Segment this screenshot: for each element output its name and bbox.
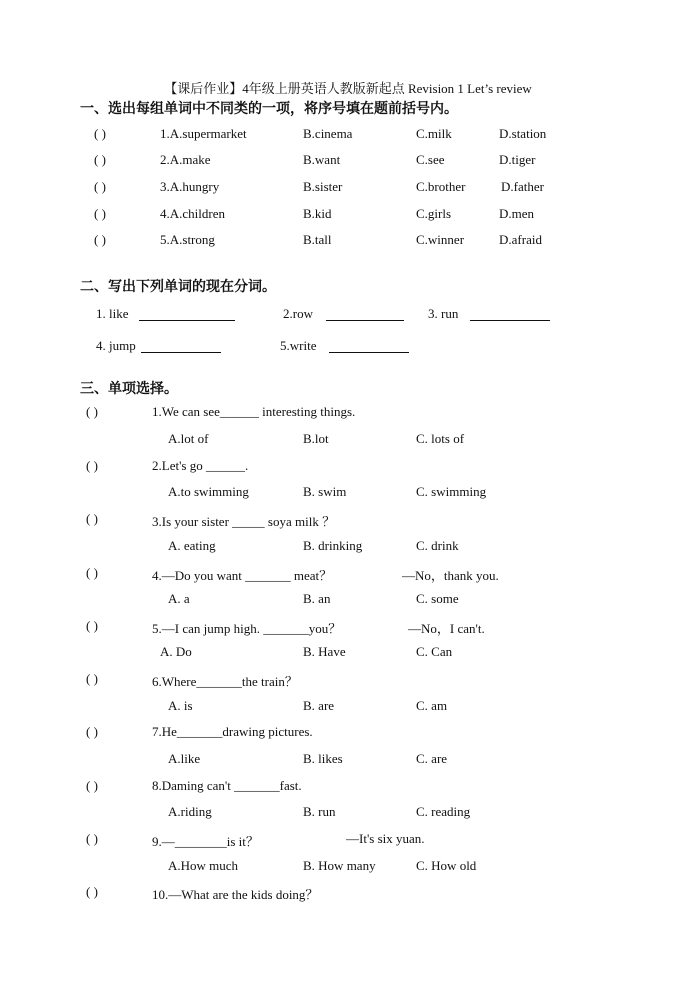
answer-paren[interactable]: ( ) xyxy=(86,831,98,846)
option-b: B. run xyxy=(303,804,336,819)
option-c: C.milk xyxy=(416,126,452,141)
sec3-options-6 xyxy=(0,698,696,718)
option-b: B. an xyxy=(303,591,331,606)
option-c: C.winner xyxy=(416,232,465,247)
sec3-question-5 xyxy=(0,618,696,638)
sec1-question-3 xyxy=(0,179,696,199)
word-row: 2.row xyxy=(283,306,313,321)
option-d: D.station xyxy=(499,126,547,141)
question-text: 4.A.children xyxy=(160,206,225,221)
answer-paren[interactable]: ( ) xyxy=(94,179,106,194)
option-a: A.lot of xyxy=(168,431,209,446)
answer-blank-2[interactable] xyxy=(326,308,404,321)
answer-paren[interactable]: ( ) xyxy=(86,404,98,419)
option-d: D.father xyxy=(501,179,544,194)
section1-heading: 一、选出每组单词中不同类的一项，将序号填在题前括号内。 xyxy=(80,101,458,117)
word-write: 5.write xyxy=(280,338,317,353)
option-a: A.to swimming xyxy=(168,484,249,499)
answer-blank-5[interactable] xyxy=(329,340,409,353)
question-text: 5.—I can jump high. _______you？ xyxy=(152,621,342,636)
question-text: 3.A.hungry xyxy=(160,179,220,194)
sec3-question-1 xyxy=(0,404,696,424)
answer-paren[interactable]: ( ) xyxy=(86,618,98,633)
option-b: B.lot xyxy=(303,431,329,446)
option-c: C. Can xyxy=(416,644,453,659)
answer-paren[interactable]: ( ) xyxy=(86,778,98,793)
word-like xyxy=(96,306,129,322)
option-c: C.girls xyxy=(416,206,452,221)
word-label: 1. like xyxy=(96,306,129,321)
sec3-question-3 xyxy=(0,511,696,531)
option-a: A.How much xyxy=(168,858,239,873)
answer-blank-1[interactable] xyxy=(139,308,235,321)
question-text: 1.A.supermarket xyxy=(160,126,247,141)
answer-paren[interactable]: ( ) xyxy=(86,511,98,526)
option-c: C. reading xyxy=(416,804,471,819)
sec3-question-9 xyxy=(0,831,696,851)
sec1-question-5 xyxy=(0,232,696,252)
option-d: D.afraid xyxy=(499,232,542,247)
sec3-question-4 xyxy=(0,565,696,585)
sec3-question-7 xyxy=(0,724,696,744)
sec3-options-7 xyxy=(0,751,696,771)
answer-reply: —It's six yuan. xyxy=(346,831,425,846)
option-c: C. are xyxy=(416,751,448,766)
option-c: C. lots of xyxy=(416,431,465,446)
option-a: A.like xyxy=(168,751,201,766)
answer-paren[interactable]: ( ) xyxy=(86,724,98,739)
option-a: A. is xyxy=(168,698,193,713)
answer-paren[interactable]: ( ) xyxy=(94,232,106,247)
question-text: 2.A.make xyxy=(160,152,211,167)
option-b: B. drinking xyxy=(303,538,363,553)
answer-reply: —No，thank you. xyxy=(402,568,499,583)
question-text: 5.A.strong xyxy=(160,232,215,247)
option-a: A. Do xyxy=(160,644,192,659)
section3-heading: 三、单项选择。 xyxy=(80,381,178,397)
sec1-question-4 xyxy=(0,206,696,226)
option-b: B. Have xyxy=(303,644,346,659)
option-c: C.brother xyxy=(416,179,466,194)
sec3-options-2 xyxy=(0,484,696,504)
word-jump: 4. jump xyxy=(96,338,136,353)
answer-paren[interactable]: ( ) xyxy=(86,884,98,899)
option-b: B. How many xyxy=(303,858,376,873)
option-b: B.cinema xyxy=(303,126,353,141)
question-text: 6.Where_______the train？ xyxy=(152,674,298,689)
section2-heading: 二、写出下列单词的现在分词。 xyxy=(80,279,276,295)
option-b: B. swim xyxy=(303,484,347,499)
question-text: 10.—What are the kids doing？ xyxy=(152,887,319,902)
answer-paren[interactable]: ( ) xyxy=(94,126,106,141)
question-text: 7.He_______drawing pictures. xyxy=(152,724,313,739)
option-d: D.men xyxy=(499,206,535,221)
sec3-options-8 xyxy=(0,804,696,824)
sec3-options-4 xyxy=(0,591,696,611)
answer-paren[interactable]: ( ) xyxy=(86,565,98,580)
option-b: B.kid xyxy=(303,206,332,221)
question-text: 9.—________is it？ xyxy=(152,834,259,849)
sec3-options-1 xyxy=(0,431,696,451)
option-b: B.sister xyxy=(303,179,343,194)
sec3-question-6 xyxy=(0,671,696,691)
option-c: C. How old xyxy=(416,858,477,873)
option-a: A. a xyxy=(168,591,190,606)
answer-paren[interactable]: ( ) xyxy=(86,458,98,473)
answer-paren[interactable]: ( ) xyxy=(94,152,106,167)
question-text: 2.Let's go ______. xyxy=(152,458,249,473)
option-b: B.want xyxy=(303,152,341,167)
sec3-options-3 xyxy=(0,538,696,558)
option-d: D.tiger xyxy=(499,152,536,167)
sec3-question-10 xyxy=(0,884,696,904)
sec3-question-8 xyxy=(0,778,696,798)
question-text: 4.—Do you want _______ meat？ xyxy=(152,568,333,583)
question-text: 1.We can see______ interesting things. xyxy=(152,404,356,419)
sec3-options-9 xyxy=(0,858,696,878)
option-c: C. am xyxy=(416,698,448,713)
option-c: C.see xyxy=(416,152,445,167)
answer-blank-4[interactable] xyxy=(141,340,221,353)
sec2-row-1 xyxy=(0,306,696,326)
question-text: 8.Daming can't _______fast. xyxy=(152,778,302,793)
option-b: B. likes xyxy=(303,751,343,766)
answer-paren[interactable]: ( ) xyxy=(94,206,106,221)
answer-reply: —No，I can't. xyxy=(408,621,485,636)
answer-paren[interactable]: ( ) xyxy=(86,671,98,686)
sec1-question-2 xyxy=(0,152,696,172)
question-text: 3.Is your sister _____ soya milk ？ xyxy=(152,514,336,529)
sec2-row-2 xyxy=(0,338,696,358)
sec3-options-5 xyxy=(0,644,696,664)
option-c: C. some xyxy=(416,591,459,606)
option-b: B. are xyxy=(303,698,335,713)
answer-blank-3[interactable] xyxy=(470,308,550,321)
option-b: B.tall xyxy=(303,232,332,247)
option-c: C. swimming xyxy=(416,484,487,499)
worksheet-title: 【课后作业】4年级上册英语人教版新起点 Revision 1 Let’s review xyxy=(164,81,532,96)
word-run: 3. run xyxy=(428,306,459,321)
option-a: A.riding xyxy=(168,804,212,819)
option-c: C. drink xyxy=(416,538,459,553)
option-a: A. eating xyxy=(168,538,216,553)
sec3-question-2 xyxy=(0,458,696,478)
sec1-question-1 xyxy=(0,126,696,146)
